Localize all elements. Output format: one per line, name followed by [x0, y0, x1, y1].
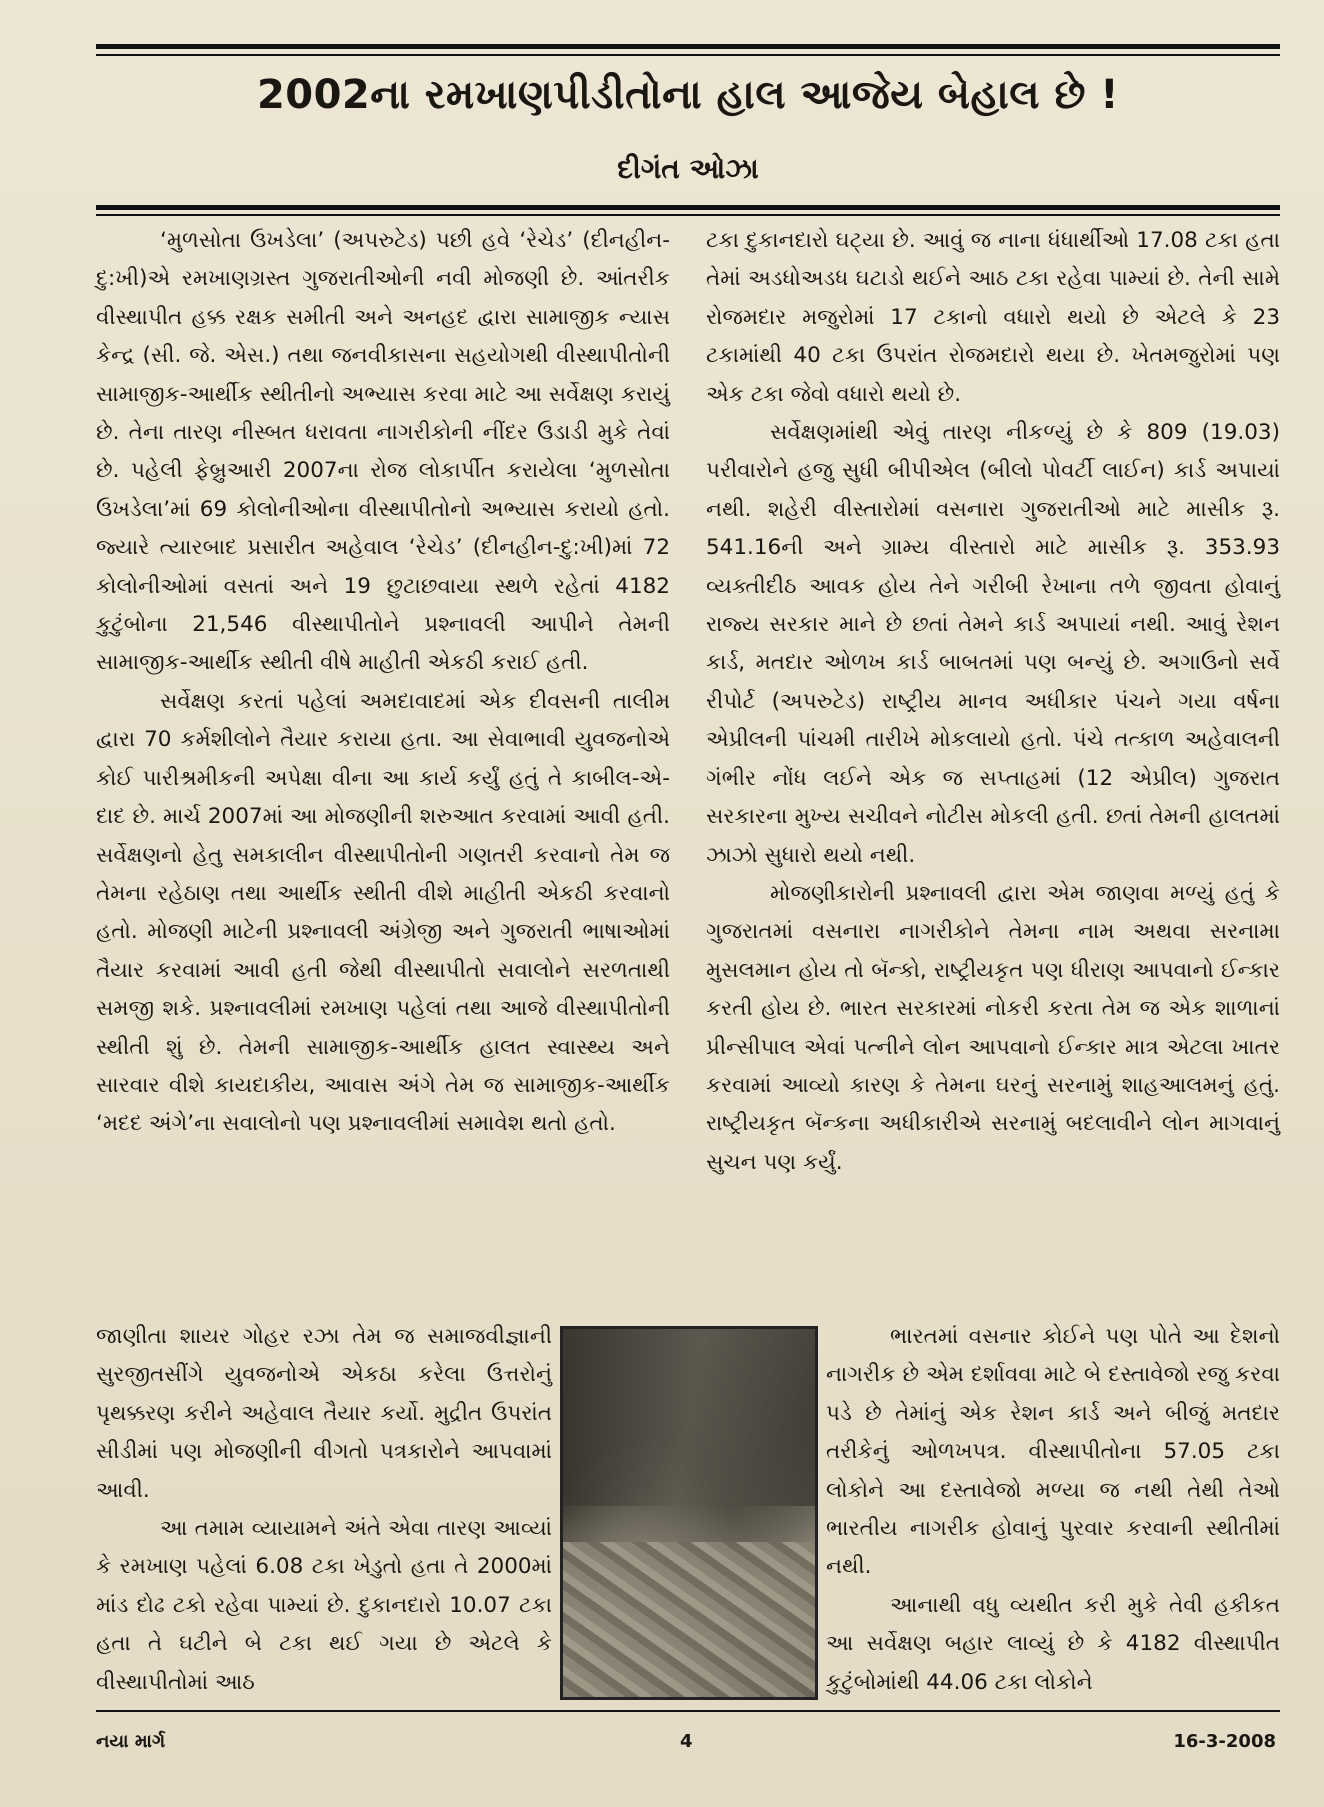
publication-name: નયા માર્ગ: [96, 1731, 166, 1752]
photo-wall: [563, 1329, 815, 1506]
paragraph: જાણીતા શાયર ગોહર રઝા તેમ જ સમાજવીજ્ઞાની સુરજીતસીંગે યુવજનોએ એકઠા કરેલા ઉત્તરોનું પૃથક્કરણ કરીને અહેવાલ તૈયાર કર્યો. મુદ્રીત ઉપરાંત સીડીમાં પણ મોજણીની વીગતો પત્રકારોને આપવામાં આવી.: [96, 1324, 552, 1503]
footer-rule: [96, 1710, 1280, 1712]
right-bottom-column: [826, 1318, 1280, 1702]
headline: 2002ના રમખાણપીડીતોના હાલ આજેય બેહાલ છે !: [256, 72, 1120, 118]
paragraph: આ તમામ વ્યાયામને અંતે એવા તારણ આવ્યાં કે રમખાણ પહેલાં 6.08 ટકા ખેડુતો હતા તે 2000માં માંડ દોઢ ટકો રહેવા પામ્યાં છે. દુકાનદારો 10.07 ટકા હતા તે ઘટીને બે ટકા થઈ ગયા છે એટલે કે વીસ્થાપીતોમાં આઠ: [96, 1516, 552, 1695]
right-column: [706, 222, 1280, 1182]
paragraph: ‘મુળસોતા ઉખડેલા’ (અપરુટેડ) પછી હવે ‘રેચેડ’ (દીનહીન-દુ:ખી)એ રમખાણગ્રસ્ત ગુજરાતીઓની નવી મોજણી છે. આંતરીક વીસ્થાપીત હક્ક રક્ષક સમીતી અને અનહદ દ્વારા સામાજીક ન્યાસ કેન્દ્ર (સી. જે. એસ.) તથા જનવીકાસના સહયોગથી વીસ્થાપીતોની સામાજીક-આર્થીક સ્થીતીનો અભ્યાસ કરવા માટે આ સર્વેક્ષણ કરાયું છે. તેના તારણ નીસ્બત ધરાવતા નાગરીકોની નીંદર ઉડાડી મુકે તેવાં છે. પહેલી ફેબ્રુઆરી 2007ના રોજ લોકાર્પીત કરાયેલા ‘મુળસોતા ઉખડેલા’માં 69 કોલોનીઓના વીસ્થાપીતોનો અભ્યાસ કરાયો હતો. જ્યારે ત્યારબાદ પ્રસારીત અહેવાલ ‘રેચેડ’ (દીનહીન-દુ:ખી)માં 72 કોલોનીઓમાં વસતાં અને 19 છુટાછવાયા સ્થળે રહેતાં 4182 કુટુંબોના 21,546 વીસ્થાપીતોને પ્રશ્નાવલી આપીને તેમની સામાજીક-આર્થીક સ્થીતી વીષે માહીતી એકઠી કરાઈ હતી.: [96, 228, 670, 676]
top-rule: [96, 44, 1280, 56]
paragraph: મોજણીકારોની પ્રશ્નાવલી દ્વારા એમ જાણવા મળ્યું હતું કે ગુજરાતમાં વસનારા નાગરીકોને તેમના નામ અથવા સરનામા મુસલમાન હોય તો બૅન્કો, રાષ્ટ્રીયકૃત પણ ધીરાણ આપવાનો ઈન્કાર કરતી હોય છે. ભારત સરકારમાં નોકરી કરતા તેમ જ એક શાળાનાં પ્રીન્સીપાલ એવાં પત્નીને લોન આપવાનો ઈન્કાર માત્ર એટલા ખાતર કરવામાં આવ્યો કારણ કે તેમના ઘરનું સરનામું શાહઆલમનું હતું. રાષ્ટ્રીયકૃત બૅન્કના અધીકારીએ સરનામું બદલાવીને લોન માગવાનું સુચન પણ કર્યું.: [706, 880, 1280, 1175]
paragraph: ટકા દુકાનદારો ઘટ્યા છે. આવું જ નાના ધંધાર્થીઓ 17.08 ટકા હતા તેમાં અડધોઅડધ ઘટાડો થઈને આઠ ટકા રહેવા પામ્યાં છે. તેની સામે રોજમદાર મજુરોમાં 17 ટકાનો વધારો થયો છે એટલે કે 23 ટકામાંથી 40 ટકા ઉપરાંત રોજમદારો થયા છે. ખેતમજુરોમાં પણ એક ટકા જેવો વધારો થયો છે.: [706, 228, 1280, 407]
paragraph: સર્વેક્ષણમાંથી એવું તારણ નીકળ્યું છે કે 809 (19.03) પરીવારોને હજુ સુધી બીપીએલ (બીલો પોવર્ટી લાઈન) કાર્ડ અપાયાં નથી. શહેરી વીસ્તારોમાં વસનારા ગુજરાતીઓ માટે માસીક રૂ. 541.16ની અને ગ્રામ્ય વીસ્તારો માટે માસીક રૂ. 353.93 વ્યક્તીદીઠ આવક હોય તેને ગરીબી રેખાના તળે જીવતા હોવાનું રાજ્ય સરકાર માને છે છતાં તેમને કાર્ડ અપાયાં નથી. આવું રેશન કાર્ડ, મતદાર ઓળખ કાર્ડ બાબતમાં પણ બન્યું છે. અગાઉનો સર્વે રીપોર્ટ (અપરુટેડ) રાષ્ટ્રીય માનવ અધીકાર પંચને ગયા વર્ષના એપ્રીલની પાંચમી તારીખે મોકલાયો હતો. પંચે તત્કાળ અહેવાલની ગંભીર નોંધ લઈને એક જ સપ્તાહમાં (12 એપ્રીલ) ગુજરાત સરકારના મુખ્ય સચીવને નોટીસ મોકલી હતી. છતાં તેમની હાલતમાં ઝાઝો સુધારો થયો નથી.: [706, 420, 1280, 868]
header-rule: [96, 205, 1280, 216]
paragraph: ભારતમાં વસનાર કોઈને પણ પોતે આ દેશનો નાગરીક છે એમ દર્શાવવા માટે બે દસ્તાવેજો રજુ કરવા પડે છે તેમાંનું એક રેશન કાર્ડ અને બીજું મતદાર તરીકેનું ઓળખપત્ર. વીસ્થાપીતોના 57.05 ટકા લોકોને આ દસ્તાવેજો મળ્યા જ નથી તેથી તેઓ ભારતીય નાગરીક હોવાનું પુરવાર કરવાની સ્થીતીમાં નથી.: [826, 1324, 1280, 1580]
left-column: [96, 222, 670, 1144]
article-photo: [560, 1326, 818, 1700]
left-bottom-column: [96, 1318, 552, 1702]
page-number: 4: [680, 1731, 693, 1752]
byline: દીગંત ઓઝા: [617, 152, 759, 185]
issue-date: 16-3-2008: [1173, 1731, 1276, 1752]
photo-rubble: [563, 1542, 815, 1697]
paragraph: સર્વેક્ષણ કરતાં પહેલાં અમદાવાદમાં એક દીવસની તાલીમ દ્વારા 70 કર્મશીલોને તૈયાર કરાયા હતા. આ સેવાભાવી યુવજનોએ કોઈ પારીશ્રમીકની અપેક્ષા વીના આ કાર્ય કર્યું હતું તે કાબીલ-એ-દાદ છે. માર્ચ 2007માં આ મોજણીની શરુઆત કરવામાં આવી હતી. સર્વેક્ષણનો હેતુ સમકાલીન વીસ્થાપીતોની ગણતરી કરવાનો તેમ જ તેમના રહેઠાણ તથા આર્થીક સ્થીતી વીશે માહીતી એકઠી કરવાનો હતો. મોજણી માટેની પ્રશ્નાવલી અંગ્રેજી અને ગુજરાતી ભાષાઓમાં તૈયાર કરવામાં આવી હતી જેથી વીસ્થાપીતો સવાલોને સરળતાથી સમજી શકે. પ્રશ્નાવલીમાં રમખાણ પહેલાં તથા આજે વીસ્થાપીતોની સ્થીતી શું છે. તેમની સામાજીક-આર્થીક હાલત સ્વાસ્થ્ય અને સારવાર વીશે કાયદાકીય, આવાસ અંગે તેમ જ સામાજીક-આર્થીક ‘મદદ અંગે’ના સવાલોનો પણ પ્રશ્નાવલીમાં સમાવેશ થતો હતો.: [96, 688, 670, 1137]
paragraph: આનાથી વધુ વ્યથીત કરી મુકે તેવી હકીકત આ સર્વેક્ષણ બહાર લાવ્યું છે કે 4182 વીસ્થાપીત કુટુંબોમાંથી 44.06 ટકા લોકોને: [826, 1592, 1280, 1695]
